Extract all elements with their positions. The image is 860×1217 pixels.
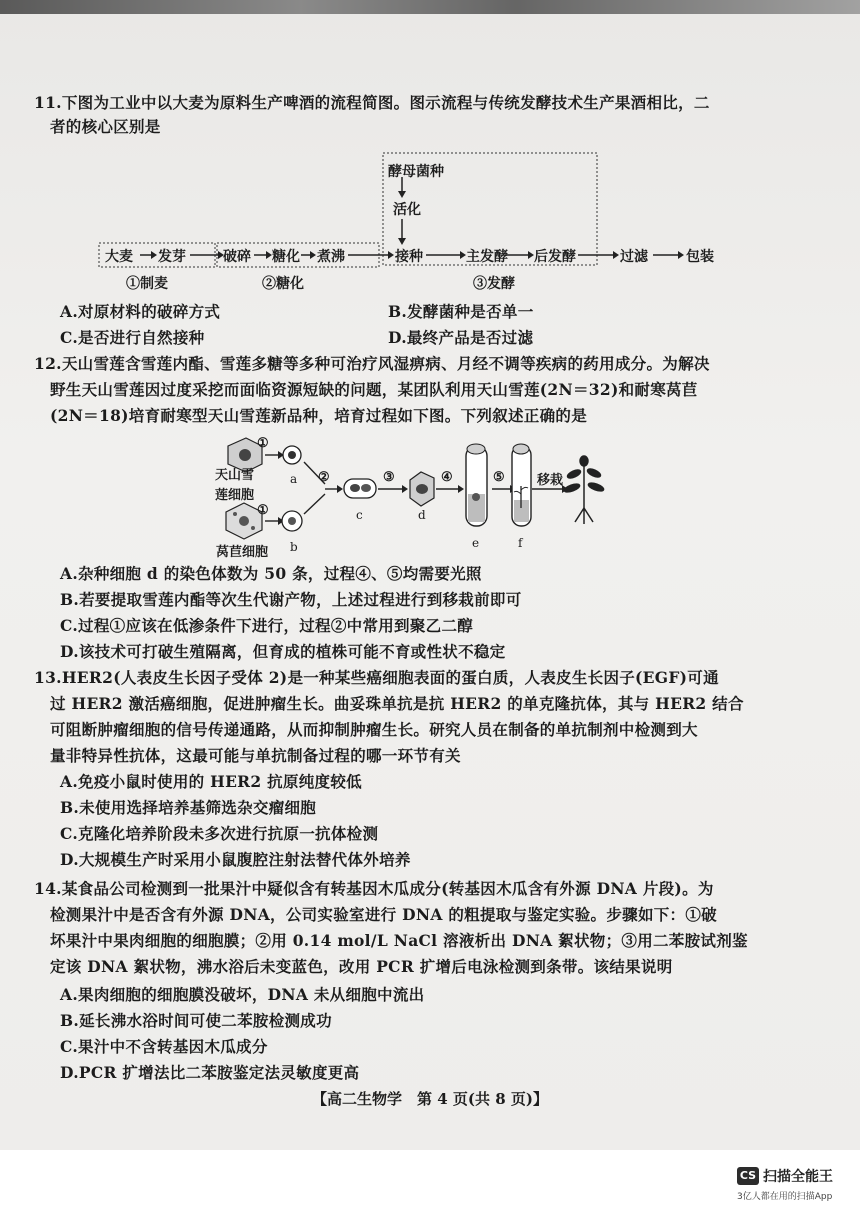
flow-step-main-fermentation: 主发酵	[466, 249, 508, 265]
q11-option-d: D.最终产品是否过滤	[388, 328, 534, 347]
page-footer: 【高二生物学 第 4 页(共 8 页)】	[312, 1090, 548, 1108]
q14-stem-line4: 定该 DNA 絮状物，沸水浴后未变蓝色，改用 PCR 扩增后电泳检测到条带。该结果说明	[50, 957, 673, 976]
flow-step-saccharification: 糖化	[272, 249, 300, 265]
q11-stem-line1: 11.下图为工业中以大麦为原料生产啤酒的流程简图。图示流程与传统发酵技术生产果酒相比，二	[34, 93, 710, 112]
flow-step-packaging: 包装	[686, 249, 714, 265]
flow-step-barley: 大麦	[105, 249, 133, 265]
q14-stem-line2: 检测果汁中是否含有外源 DNA，公司实验室进行 DNA 的粗提取与鉴定实验。步骤如下：①破	[50, 905, 717, 924]
q11-option-b: B.发酵菌种是否单一	[388, 302, 534, 321]
cell-label-lettuce: 莴苣细胞	[216, 545, 269, 560]
q13-option-d: D.大规模生产时采用小鼠腹腔注射法替代体外培养	[60, 850, 411, 869]
q14-option-b: B.延长沸水浴时间可使二苯胺检测成功	[60, 1011, 332, 1030]
camscanner-tagline: 3亿人都在用的扫描App	[737, 1192, 833, 1202]
q13-option-c: C.克隆化培养阶段未多次进行抗原一抗体检测	[60, 824, 379, 843]
hybridization-diagram	[0, 0, 860, 580]
flow-step-germination: 发芽	[158, 249, 186, 265]
q12-stem-line3: (2N＝18)培育耐寒型天山雪莲新品种，培育过程如下图。下列叙述正确的是	[50, 406, 587, 425]
step-1-top: ①	[257, 436, 269, 451]
fused-cell-c	[344, 479, 376, 498]
flow-activation: 活化	[393, 202, 421, 218]
step-transplant: 移栽	[537, 473, 564, 488]
flow-stage-fermentation: ③发酵	[473, 276, 515, 292]
q12-stem-line1: 12.天山雪莲含雪莲内酯、雪莲多糖等多种可治疗风湿痹病、月经不调等疾病的药用成分。为解决	[34, 354, 710, 373]
flow-step-crushing: 破碎	[223, 249, 251, 265]
camscanner-name: 扫描全能王	[763, 1169, 833, 1185]
q14-stem-line1: 14.某食品公司检测到一批果汁中疑似含有转基因木瓜成分(转基因木瓜含有外源 DNA 片段)。为	[34, 879, 714, 898]
q13-stem-line1: 13.HER2(人表皮生长因子受体 2)是一种某些癌细胞表面的蛋白质，人表皮生长因子(EGF)可通	[34, 668, 719, 687]
flow-stage-malting: ①制麦	[126, 276, 168, 292]
flow-yeast-strain: 酵母菌种	[388, 164, 444, 180]
q13-stem-line2: 过 HER2 激活癌细胞，促进肿瘤生长。曲妥珠单抗是抗 HER2 的单克隆抗体，其与 HER2 结合	[50, 694, 744, 713]
q14-option-d: D.PCR 扩增法比二苯胺鉴定法灵敏度更高	[60, 1063, 360, 1082]
q14-option-a: A.果肉细胞的细胞膜没破坏，DNA 未从细胞中流出	[60, 985, 425, 1004]
q12-option-b: B.若要提取雪莲内酯等次生代谢产物，上述过程进行到移栽前即可	[60, 590, 522, 609]
flow-step-inoculation: 接种	[395, 249, 423, 265]
label-b: b	[290, 540, 298, 554]
q13-stem-line4: 量非特异性抗体，这最可能与单抗制备过程的哪一环节有关	[50, 746, 461, 765]
q13-stem-line3: 可阻断肿瘤细胞的信号传递通路，从而抑制肿瘤生长。研究人员在制备的单抗制剂中检测到大	[50, 720, 698, 739]
q13-option-b: B.未使用选择培养基筛选杂交瘤细胞	[60, 798, 317, 817]
q13-option-a: A.免疫小鼠时使用的 HER2 抗原纯度较低	[60, 772, 362, 791]
q12-option-d: D.该技术可打破生殖隔离，但育成的植株可能不育或性状不稳定	[60, 642, 506, 661]
flow-step-filtration: 过滤	[620, 249, 648, 265]
q12-option-c: C.过程①应该在低渗条件下进行，过程②中常用到聚乙二醇	[60, 616, 474, 635]
camscanner-logo-icon: CS	[737, 1167, 759, 1185]
label-f: f	[518, 536, 523, 550]
cell-label-snow-lotus-1: 天山雪	[215, 468, 255, 483]
label-e: e	[472, 536, 480, 550]
q12-stem-line2: 野生天山雪莲因过度采挖而面临资源短缺的问题，某团队利用天山雪莲(2N＝32)和耐寒莴苣	[50, 380, 698, 399]
label-a: a	[290, 472, 298, 486]
q11-stem-line2: 者的核心区别是	[50, 117, 161, 136]
label-c: c	[356, 508, 363, 522]
q12-option-a: A.杂种细胞 d 的染色体数为 50 条，过程④、⑤均需要光照	[60, 564, 482, 583]
step-5: ⑤	[493, 470, 505, 485]
flow-stage-saccharification: ②糖化	[262, 276, 304, 292]
q11-option-a: A.对原材料的破碎方式	[60, 302, 221, 321]
plant-icon	[563, 456, 604, 524]
q14-option-c: C.果汁中不含转基因木瓜成分	[60, 1037, 268, 1056]
cell-label-snow-lotus-2: 莲细胞	[215, 488, 255, 503]
flow-step-post-fermentation: 后发酵	[534, 249, 576, 265]
step-3: ③	[383, 470, 395, 485]
step-1-bottom: ①	[257, 503, 269, 518]
label-d: d	[418, 508, 426, 522]
flow-step-boiling: 煮沸	[317, 249, 345, 265]
q14-stem-line3: 坏果汁中果肉细胞的细胞膜；②用 0.14 mol/L NaCl 溶液析出 DNA 絮状物；③用二苯胺试剂鉴	[50, 931, 748, 950]
step-2: ②	[318, 470, 330, 485]
q11-option-c: C.是否进行自然接种	[60, 328, 205, 347]
step-4: ④	[441, 470, 453, 485]
